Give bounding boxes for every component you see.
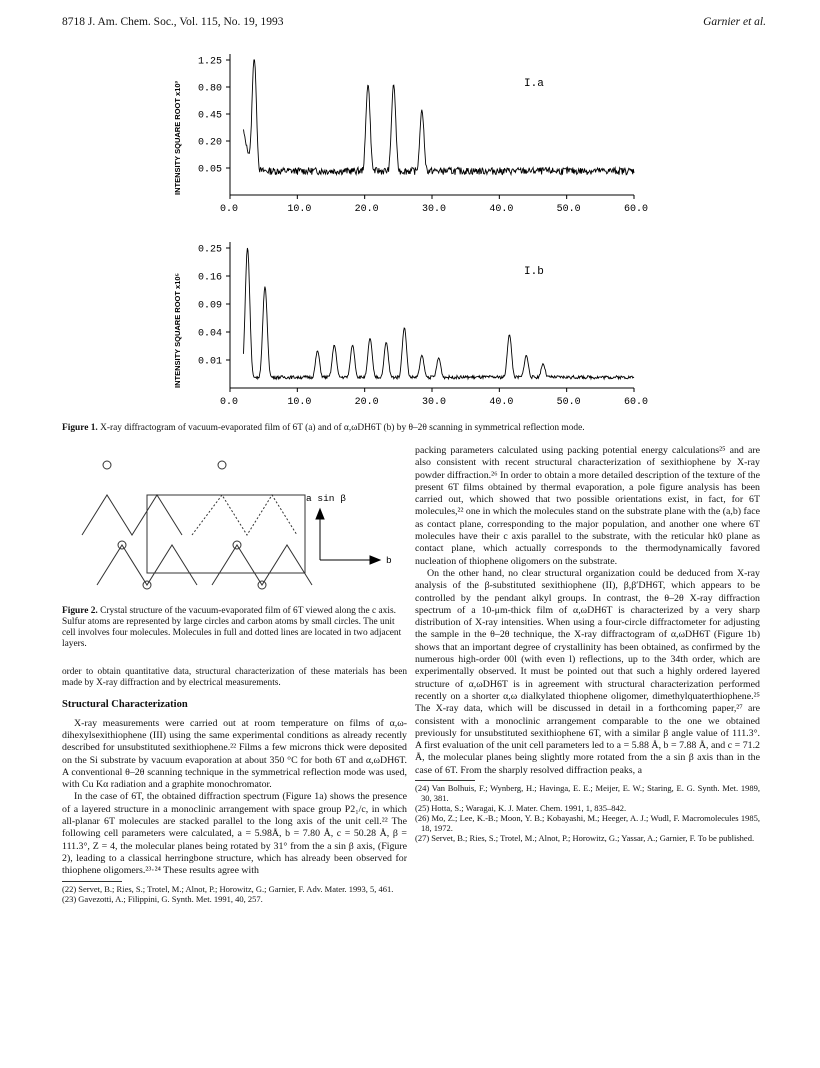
x-tick-label: 60.0 <box>624 204 649 215</box>
y-tick-label: 0.04 <box>198 328 223 340</box>
footnote: (26) Mo, Z.; Lee, K.-B.; Moon, Y. B.; Kobayashi, M.; Heeger, A. J.; Wudl, F. Macromolecules 1985, 18, 1972. <box>415 813 760 834</box>
running-header-left: 8718 J. Am. Chem. Soc., Vol. 115, No. 19, 1993 <box>62 16 284 28</box>
y-tick-label: 0.20 <box>198 137 223 149</box>
footnotes <box>415 783 760 843</box>
y-axis-label: INTENSITY SQUARE ROOT x10³ <box>173 80 182 195</box>
x-tick-label: 30.0 <box>422 397 447 408</box>
unit-cell <box>147 495 305 573</box>
y-tick-label: 0.80 <box>198 83 223 95</box>
molecule-chain <box>82 495 182 535</box>
x-tick-label: 20.0 <box>354 204 379 215</box>
paragraph: order to obtain quantitative data, structural characterization of these materials has been made by X-ray diffraction and by electrical measurements. <box>62 667 407 689</box>
axis-label-b: b <box>386 555 392 566</box>
x-tick-label: 20.0 <box>354 397 379 408</box>
y-tick-label: 1.25 <box>198 56 223 68</box>
figure-2-caption-text: Crystal structure of the vacuum-evaporated film of 6T viewed along the c axis. Sulfur atoms are represented by large circles and carbon atoms by small circles. The unit cell involves four molecules. Molecules in full and dotted lines are located in two adjacent layers. <box>62 606 402 649</box>
y-tick-label: 0.01 <box>198 356 223 368</box>
arrow-head-right-icon <box>370 556 380 564</box>
panel-label: I.b <box>524 266 544 278</box>
x-tick-label: 40.0 <box>489 397 514 408</box>
diffraction-trace <box>244 248 635 379</box>
paragraph: In the case of 6T, the obtained diffraction spectrum (Figure 1a) shows the presence of a layered structure in a monoclinic arrangement with space group P2₁/c, in which all-planar 6T molecules are stacked parallel to the long axis of the unit cell.²² The following cell parameters were calculated, a = 5.98Å, b = 7.80 Å, c = 50.28 Å, β = 111.3°, Z = 4, the molecular planes being rotated by 31° from the a sin β axis, (Figure 2), leading to a classical herringbone structure, which has already been observed for thiophene oligomers.²³·²⁴ These results agree with <box>62 791 407 877</box>
axis-label-a-sin-beta: a sin β <box>306 493 346 504</box>
x-tick-label: 0.0 <box>220 397 239 408</box>
axes-indicator <box>316 509 380 564</box>
left-column <box>62 667 407 904</box>
figure-2-label: Figure 2. <box>62 606 98 616</box>
y-axis-label: INTENSITY SQUARE ROOT x10⁵ <box>173 272 182 388</box>
section-heading: Structural Characterization <box>62 699 188 711</box>
sulfur-atom <box>218 461 226 469</box>
x-tick-label: 10.0 <box>287 397 312 408</box>
sulfur-atom <box>103 461 111 469</box>
running-header-right: Garnier et al. <box>703 16 766 28</box>
figure-1-caption-text: X-ray diffractogram of vacuum-evaporated film of 6T (a) and of α,ωDH6T (b) by θ–2θ scanning in symmetrical reflection mode. <box>100 423 585 433</box>
molecule-drawing <box>82 461 312 589</box>
molecule-chain <box>212 545 312 585</box>
footnote: (24) Van Bolhuis, F.; Wynberg, H.; Havinga, E. E.; Meijer, E. W.; Staring, E. G. Synth. Met. 1989, 30, 381. <box>415 783 760 804</box>
footnote: (27) Servet, B.; Ries, S.; Trotel, M.; Alnot, P.; Horowitz, G.; Yassar, A.; Garnier, F. To be published. <box>415 833 755 844</box>
arrow-head-up-icon <box>316 509 324 519</box>
paragraph: packing parameters calculated using packing potential energy calculations²⁵ and are also consistent with recent structural characterization of sexithiophene by X-ray powder diffraction.²⁶ In order to obtain a more detailed description of the texture of the present 6T films obtained by thermal evaporation, a pole figure analysis has been carried out, which showed that two possible orientations exist, in fact, for 6T molecules,²² one in which the molecules stand on the substrate plane with the (a,b) face as contact plane, corresponding to the major population, and another one where 6T molecules have their c axis parallel to the substrate, with the reticular hk0 plane as contact plane, which actually corresponds to the thermodynamically favored nucleation of thiophene oligomers on the substrate. <box>415 445 760 567</box>
paragraph: On the other hand, no clear structural organization could be deduced from X-ray analysis of the β-substituted sexithiophene (II), β,β′DH6T, which appears to be controlled by the pendant alkyl groups. In contrast, the θ–2θ X-ray diffraction spectrum of a 10-μm-thick film of α,ωDH6T is characterized by a very sharp distribution of X-ray intensities. When using a four-circle diffractometer for adjusting the sample in the θ–2θ technique, the X-ray diffractogram of α,ωDH6T (Figure 1b) shows that an important degree of crystallinity has been obtained, as confirmed by the numerous high-order 00l (with even l) reflections, up to the 34th order, which are experimentally observed. It must be pointed out that such a highly ordered layered structure of α,ωDH6T is in agreement with structural characterization performed recently on a shorter α,ω dialkylated thiophene oligomer, dimethylquaterthiophene.²⁵ The X-ray data, which will be discussed in detail in a forthcoming paper,²⁷ are consistent with a monoclinic arrangement comparable to the one we obtained previously for unsubstituted sexithiophene 6T, with a similar β angle value of 111.3°. A first evaluation of the unit cell parameters led to a = 5.88 Å, b = 7.88 Å, and c = 71.2 Å, the molecular planes being slightly more rotated from the a sin β axis than in the case of 6T. From the sharply resolved diffraction peaks, a <box>415 567 760 776</box>
paragraph: X-ray measurements were carried out at room temperature on films of α,ω-dihexylsexithiophene (III) using the same experimental conditions as already recently described for unsubstituted sexithiophene.²² Films a few microns thick were deposited on the Si substrate by vacuum evaporation at about 350 °C for both 6T and α,ωDH6T. A conventional θ–2θ scanning technique in the symmetrical reflection mode was used, with Cu Kα radiation and a graphite monochromator. <box>62 717 407 791</box>
x-tick-label: 30.0 <box>422 204 447 215</box>
x-tick-label: 50.0 <box>556 397 581 408</box>
figure-1-diffractograms <box>150 50 670 420</box>
footnote: (23) Gavezotti, A.; Filippini, G. Synth. Met. 1991, 40, 257. <box>62 893 263 904</box>
footnote-rule <box>62 881 122 882</box>
footnote: (25) Hotta, S.; Waragai, K. J. Mater. Chem. 1991, 1, 835–842. <box>415 803 627 814</box>
x-tick-label: 10.0 <box>287 204 312 215</box>
x-tick-label: 60.0 <box>624 397 649 408</box>
y-tick-label: 0.09 <box>198 300 223 312</box>
panel-a <box>173 54 648 215</box>
x-tick-label: 0.0 <box>220 204 239 215</box>
diffraction-trace <box>244 60 635 175</box>
y-tick-label: 0.05 <box>198 164 223 176</box>
figure-1-caption <box>62 423 762 434</box>
figure-2-crystal-structure <box>62 445 412 605</box>
x-tick-label: 50.0 <box>556 204 581 215</box>
footnote-rule <box>415 780 475 781</box>
molecule-chain <box>192 495 297 535</box>
x-tick-label: 40.0 <box>489 204 514 215</box>
panel-label: I.a <box>524 78 544 90</box>
figure-1-label: Figure 1. <box>62 423 98 433</box>
y-tick-label: 0.16 <box>198 272 223 284</box>
y-tick-label: 0.25 <box>198 244 223 256</box>
y-tick-label: 0.45 <box>198 110 223 122</box>
footnote: (22) Servet, B.; Ries, S.; Trotel, M.; Alnot, P.; Horowitz, G.; Garnier, F. Adv. Mater. 1993, 5, 461. <box>62 883 394 894</box>
figure-2-caption <box>62 606 407 650</box>
right-column <box>415 445 760 843</box>
panel-b <box>173 242 648 408</box>
footnotes <box>62 884 407 904</box>
